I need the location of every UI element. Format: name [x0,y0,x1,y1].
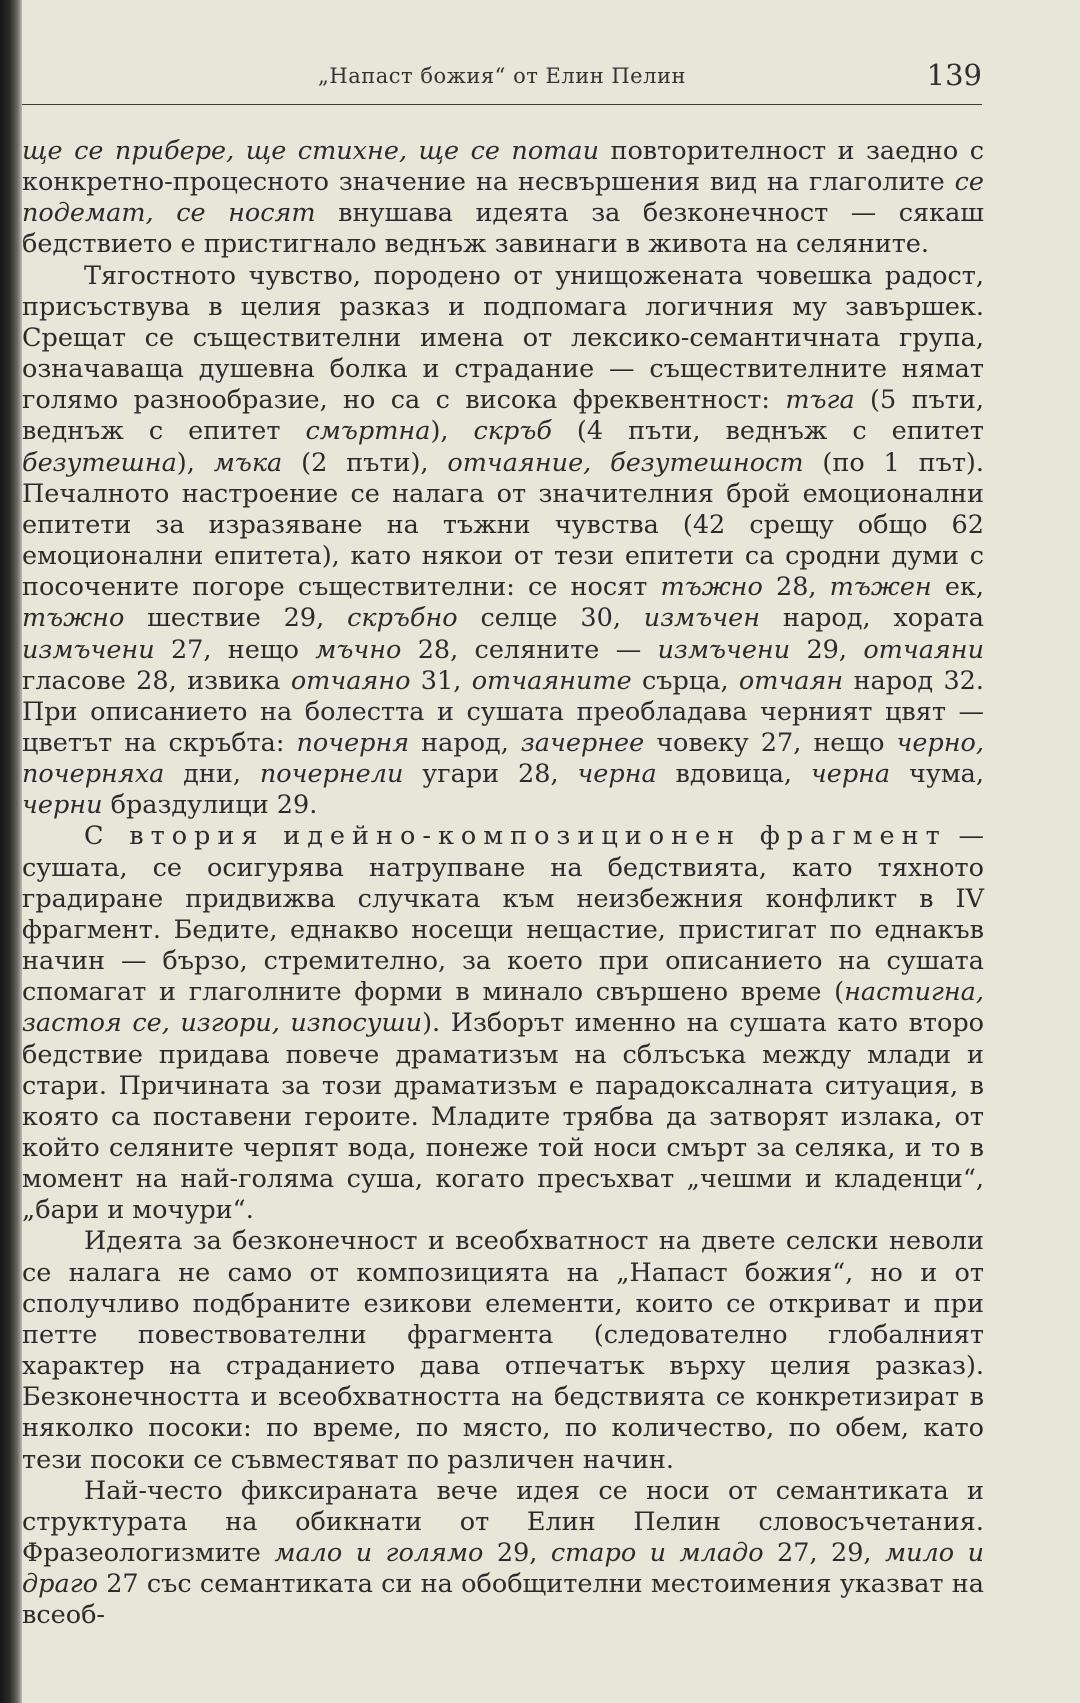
italic-run: ще се прибере, ще стихне, ще се потаи [22,136,599,166]
paragraph [22,1226,984,1475]
text-run: 27, нещо [154,634,316,665]
text-run: ), [430,416,474,447]
text-run: ). Изборът именно на сушата като второ бедствие придава повече драматизъм на сблъсъка между млади и стари. Причината за този драматизъм е парадоксалната ситуация, в която са поставени героите. Младите трябва да затворят излака, от който селяните черпят вода, понеже той носи смърт за селяка, и то в момент на най-голяма суша, когато пресъхват „чешми и кладенци“, „бари и мочури“. [22,1008,984,1226]
text-run: шествие 29, [124,603,348,634]
italic-run: черно, почерняха [22,727,984,790]
text-run: Тягостното чувство, породено от унищожената човешка радост, присъствува в целия разказ и подпомага логичния му завършек. Срещат се съществителни имена от лексико-семантичната група, означаваща душевна болка и страдание — съществителните нямат голямо разнообразие, но са с висока фреквентност: [22,260,984,416]
text-run: повторителност и заедно с конкретно-процесното значение на несвършения вид на глаголите [22,136,984,198]
text-run: сърца, [631,665,739,696]
text-run: 27 със семантиката си на обобщителни местоимения указват на всеоб- [22,1569,984,1631]
text-run: народ 32. При описанието на болестта и сушата преобладава черният цвят — цветът на скръбта: [22,665,984,758]
text-run: браздулици 29. [102,790,318,821]
italic-run: черна [577,759,657,790]
body-text [22,136,984,1632]
paragraph [22,821,984,1226]
italic-run: безутешна [22,447,177,478]
paragraph [22,136,984,261]
text-run: 31, [410,665,472,696]
italic-run: се подемат, се носят [22,167,984,229]
italic-run: измъчени [657,634,791,665]
italic-run: мало и голямо [274,1538,484,1569]
text-run: ), [176,447,214,478]
spaced-run: С втория идейно-композиционен фрагмент [84,821,947,852]
text-run: Най-често фиксираната вече идея се носи от семантиката и структурата на обикнати от Елин Пелин словосъчетания. Фразеологизмите [22,1475,984,1569]
text-run: 28, [762,572,830,603]
italic-run: измъчени [22,634,155,665]
italic-run: измъчен [643,603,761,634]
italic-run: тъжно [660,572,763,603]
italic-run: почернели [259,759,404,790]
italic-run: старо и младо [550,1538,764,1569]
italic-run: скръбно [347,603,458,634]
text-run: Идеята за безконечност и всеобхватност на двете селски неволи се налага не само от композицията на „Напаст божия“, но и от сполучливо подбраните езикови елементи, които се откриват и при петте повествователни фрагмента (следователно глобалният характер на страданието дава отпечатък върху целия разказ). Безконечността и всеобхватността на бедствията се конкретизират в няколко посоки: по време, по място, по количество, по обем, като тези посоки се съвместяват по различен начин. [22,1226,984,1475]
text-run: (5 пъти, веднъж с епитет [22,385,985,447]
italic-run: тъжно [22,603,125,634]
italic-run: зачернее [520,727,645,758]
text-run: (2 пъти), [282,447,448,478]
text-run: ек, [931,572,984,603]
text-run: селце 30, [457,603,644,634]
text-run: народ, [409,727,521,758]
italic-run: смъртна [305,416,431,447]
text-run: човеку 27, нещо [644,727,897,758]
text-run: гласове 28, извика [22,665,291,696]
text-run: чума, [890,759,984,790]
page-header [22,60,982,105]
italic-run: скръб [473,416,552,447]
text-run: — сушата, се осигурява натрупване на бедствията, като тяхното градиране придвижва случката към неизбежния конфликт в IV фрагмент. Бедите, еднакво носещи нещастие, пристигат по еднакъв начин — бързо, стремително, за което при описанието на сушата спомагат и глаголните форми в минало свършено време ( [22,821,984,1008]
italic-run: черна [810,759,891,790]
paragraph [22,1476,984,1632]
italic-run: отчаяните [471,665,632,696]
text-run: 28, селяните — [401,634,658,665]
italic-run: мъчно [315,634,402,665]
text-run: (по 1 път). Печалното настроение се налага от значителния брой емоционални епитети за изразяване на тъжни чувства (42 срещу общо 62 емоционални епитета), като някои от тези епитети са сродни думи с посочените погоре съществителни: се носят [22,447,984,603]
text-run: 29, [790,634,864,665]
italic-run: мило и драго [22,1538,984,1600]
italic-run: настигна, застоя се, изгори, изпосуши [22,977,984,1039]
italic-run: тъга [785,385,855,416]
italic-run: отчаяни [863,634,985,665]
italic-run: черни [22,790,103,821]
italic-run: отчаяние, безутешност [447,447,804,478]
italic-run: мъка [213,447,283,478]
paragraph [22,261,984,822]
text-run: народ, хората [760,603,984,634]
text-run: вдовица, [656,759,811,790]
italic-run: почерня [296,727,410,758]
running-title: „Напаст божия“ от Елин Пелин [318,64,686,88]
italic-run: тъжен [829,572,932,603]
text-run: 29, [483,1538,551,1569]
page-number: 139 [926,58,982,92]
italic-run: отчаян [738,665,844,696]
text-run: внушава идеята за безконечност — сякаш бедствието е пристигнало веднъж завинаги в живота на селяните. [22,198,984,260]
italic-run: отчаяно [290,665,411,696]
text-run: (4 пъти, веднъж с епитет [551,416,985,447]
text-run: дни, [164,759,260,790]
text-run: угари 28, [403,759,578,790]
text-run: 27, 29, [763,1538,885,1569]
